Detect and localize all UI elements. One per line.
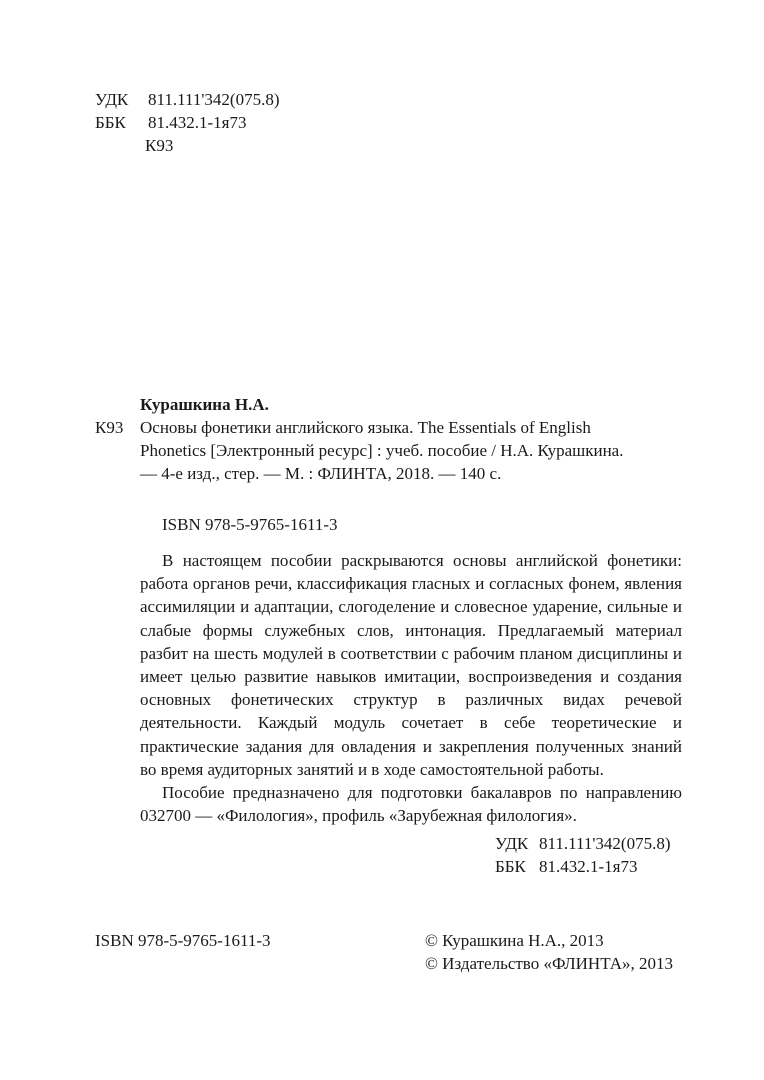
annotation-udk-value: 811.111'342(075.8) (539, 834, 671, 853)
annotation-paragraph-2: Пособие предназначено для подготовки бакалавров по направлению 032700 — «Филология», профиль «Зарубежная филология». (140, 783, 682, 826)
annotation-paragraph-1: В настоящем пособии раскрываются основы английской фонетики: работа органов речи, классификация гласных и согласных фонем, явления ассимиляции и адаптации, слогоделение и словесное ударение, сильные и слабые формы служебных слов, интонация. Предлагаемый материал разбит на шесть модулей в соответствии с рабочим планом дисциплины и имеет целью развитие навыков имитации, воспроизведения и создания основных фонетических структур в различных видах речевой деятельности. Каждый модуль сочетает в себе теоретические и практические задания для овладения и закрепления полученных знаний во время аудиторных занятий и в ходе самостоятельной работы. (140, 551, 682, 779)
footer-copyright-author: © Курашкина Н.А., 2013 (425, 931, 604, 950)
entry-mark: К93 (95, 418, 124, 437)
top-bbk-value: 81.432.1-1я73 (148, 113, 247, 132)
entry-isbn: ISBN 978-5-9765-1611-3 (162, 515, 338, 534)
top-udk-line (95, 89, 280, 111)
annotation-udk-line (495, 833, 671, 855)
annotation (140, 549, 682, 827)
annotation-bbk-label: ББК (495, 857, 526, 876)
annotation-bbk-line (495, 856, 637, 878)
top-author-mark: К93 (145, 136, 174, 155)
top-udk-label: УДК (95, 90, 129, 109)
footer-isbn: ISBN 978-5-9765-1611-3 (95, 931, 271, 950)
footer-copyright-publisher: © Издательство «ФЛИНТА», 2013 (425, 954, 674, 973)
top-bbk-line (95, 112, 246, 134)
entry-title-line3: — 4-е изд., стер. — М. : ФЛИНТА, 2018. — 140 с. (140, 464, 502, 483)
top-bbk-label: ББК (95, 113, 126, 132)
annotation-bbk-value: 81.432.1-1я73 (539, 857, 638, 876)
top-udk-value: 811.111'342(075.8) (148, 90, 280, 109)
annotation-udk-label: УДК (495, 834, 529, 853)
entry-author: Курашкина Н.А. (140, 395, 269, 414)
entry-title-line1: Основы фонетики английского языка. The Essentials of English (140, 418, 591, 437)
entry-title-line2: Phonetics [Электронный ресурс] : учеб. пособие / Н.А. Курашкина. (140, 441, 624, 460)
